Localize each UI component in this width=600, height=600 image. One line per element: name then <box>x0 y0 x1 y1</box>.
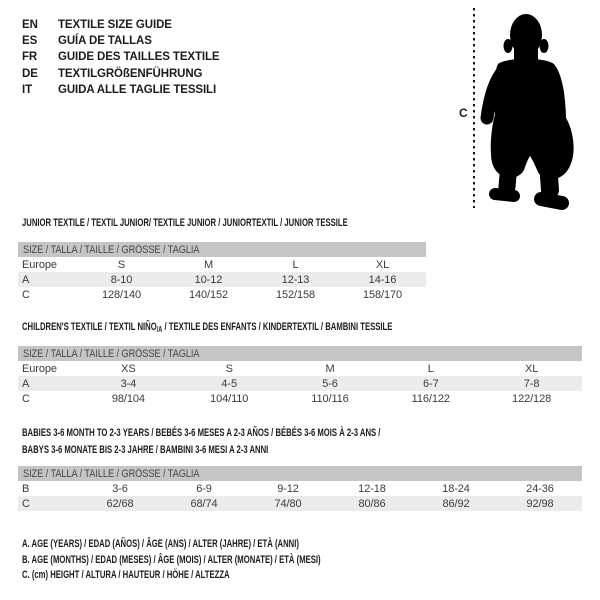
children-heading-sub: /A <box>156 325 163 334</box>
children-size-table <box>18 346 582 406</box>
size-cell: 80/86 <box>358 497 386 510</box>
table-row-height <box>18 496 582 511</box>
table-row-height <box>18 287 426 302</box>
size-cell: 12-13 <box>281 273 310 286</box>
size-cell: 122/128 <box>512 392 552 405</box>
size-cell: 104/110 <box>210 392 249 405</box>
height-measure-label: C <box>459 106 468 120</box>
size-cell: 62/68 <box>106 497 134 510</box>
size-cell: L <box>292 258 299 271</box>
children-heading-after: / TEXTILE DES ENFANTS / KINDERTEXTIL / BAMBINI TESSILE <box>162 321 393 333</box>
size-cell: XS <box>121 362 136 375</box>
junior-section-heading <box>22 216 487 230</box>
babies-size-table <box>18 466 582 511</box>
language-row-it <box>22 82 220 98</box>
size-cell: 140/152 <box>188 288 229 301</box>
row-label: Europe <box>22 362 57 375</box>
size-cell: 98/104 <box>111 392 145 405</box>
table-row-europe <box>18 361 582 376</box>
table-row-europe <box>18 257 426 272</box>
size-cell: 68/74 <box>190 497 218 510</box>
language-title: TEXTILGRÖßENFÜHRUNG <box>58 67 203 80</box>
size-cell: 24-36 <box>526 482 554 495</box>
table-row-age-months <box>18 481 582 496</box>
language-code: EN <box>22 19 38 31</box>
size-cell: 3-6 <box>112 482 128 495</box>
row-label: C <box>22 288 30 301</box>
junior-heading-text: JUNIOR TEXTILE / TEXTIL JUNIOR/ TEXTILE JUNIOR / JUNIORTEXTIL / JUNIOR TESSILE <box>22 217 348 229</box>
language-code: ES <box>22 35 38 48</box>
legend-line-a-text: A. AGE (YEARS) / EDAD (AÑOS) / ÂGE (ANS) / ALTER (JAHRE) / ETÀ (ANNI) <box>22 538 299 550</box>
size-cell: XL <box>524 362 539 375</box>
size-header-bar <box>18 346 582 361</box>
size-cell: 92/98 <box>526 497 554 510</box>
legend-line-b-text: B. AGE (MONTHS) / EDAD (MESES) / ÂGE (MOIS) / ALTER (MONATE) / ETÀ (MESI) <box>22 553 321 566</box>
language-code: FR <box>22 51 38 64</box>
size-cell: 110/116 <box>311 392 349 405</box>
size-cell: S <box>225 362 233 375</box>
size-cell: 128/140 <box>101 288 142 301</box>
size-cell: 9-12 <box>277 482 299 495</box>
size-cell: 3-4 <box>120 377 137 390</box>
language-title: GUÍA DE TALLAS <box>58 35 152 48</box>
size-cell: 6-7 <box>422 377 439 390</box>
size-cell: 18-24 <box>442 482 470 495</box>
size-cell: 116/122 <box>411 392 450 405</box>
size-cell: M <box>203 258 214 271</box>
size-cell: M <box>325 362 335 375</box>
babies-section-heading <box>22 425 534 459</box>
row-label: A <box>22 273 30 286</box>
language-title-list <box>22 17 220 98</box>
language-code: IT <box>22 83 33 96</box>
row-label: A <box>22 377 30 390</box>
legend-line-c-text: C. (cm) HEIGHT / ALTURA / HAUTEUR / HÖHE / ALTEZZA <box>22 569 230 582</box>
size-cell: 74/80 <box>274 497 302 510</box>
language-row-de <box>22 66 220 82</box>
language-row-es <box>22 33 220 49</box>
row-label: Europe <box>22 258 57 271</box>
size-cell: 6-9 <box>196 482 212 495</box>
size-header-text: SIZE / TALLA / TAILLE / GRÖSSE / TAGLIA <box>23 347 200 360</box>
language-title: GUIDA ALLE TAGLIE TESSILI <box>58 83 217 96</box>
size-header-text: SIZE / TALLA / TAILLE / GRÖSSE / TAGLIA <box>23 467 200 480</box>
size-cell: 10-12 <box>194 273 223 286</box>
babies-heading-line2: BABYS 3-6 MONATE BIS 2-3 JAHRE / BAMBINI 3-6 MESI A 2-3 ANNI <box>22 444 269 457</box>
table-row-height <box>18 391 582 406</box>
children-heading-text <box>22 320 392 337</box>
children-section-heading <box>22 320 551 337</box>
row-label: C <box>22 497 30 510</box>
children-heading-before: CHILDREN'S TEXTILE / TEXTIL NIÑO <box>22 321 157 333</box>
size-cell: 8-10 <box>110 273 133 286</box>
language-row-fr <box>22 49 220 65</box>
legend-line-b <box>22 553 449 569</box>
legend-line-c <box>22 568 449 584</box>
junior-size-table <box>18 242 426 302</box>
language-row-en <box>22 17 220 33</box>
table-row-age <box>18 376 582 391</box>
measurement-legend <box>22 537 449 584</box>
size-cell: 14-16 <box>368 273 397 286</box>
language-title: TEXTILE SIZE GUIDE <box>58 19 172 31</box>
language-code: DE <box>22 67 38 80</box>
size-cell: 86/92 <box>442 497 470 510</box>
size-cell: 152/158 <box>275 288 316 301</box>
size-cell: 4-5 <box>221 377 237 390</box>
size-cell: 12-18 <box>358 482 386 495</box>
row-label: C <box>22 392 30 405</box>
size-header-text: SIZE / TALLA / TAILLE / GRÖSSE / TAGLIA <box>23 243 200 256</box>
language-title: GUIDE DES TAILLES TEXTILE <box>58 51 220 64</box>
table-row-age <box>18 272 426 287</box>
size-cell: 7-8 <box>523 377 540 390</box>
size-cell: 158/170 <box>362 288 403 301</box>
baby-silhouette-icon <box>462 6 582 212</box>
size-cell: XL <box>375 258 390 271</box>
babies-heading-line1: BABIES 3-6 MONTH TO 2-3 YEARS / BEBÉS 3-6 MESES A 2-3 AÑOS / BÉBÉS 3-6 MOIS À 2-3 ANS / <box>22 427 381 439</box>
size-cell: L <box>427 362 434 375</box>
size-header-bar <box>18 242 426 257</box>
row-label: B <box>22 482 30 495</box>
size-cell: S <box>117 258 126 271</box>
legend-line-a <box>22 537 449 553</box>
size-cell: 5-6 <box>322 377 338 390</box>
size-header-bar <box>18 466 582 481</box>
